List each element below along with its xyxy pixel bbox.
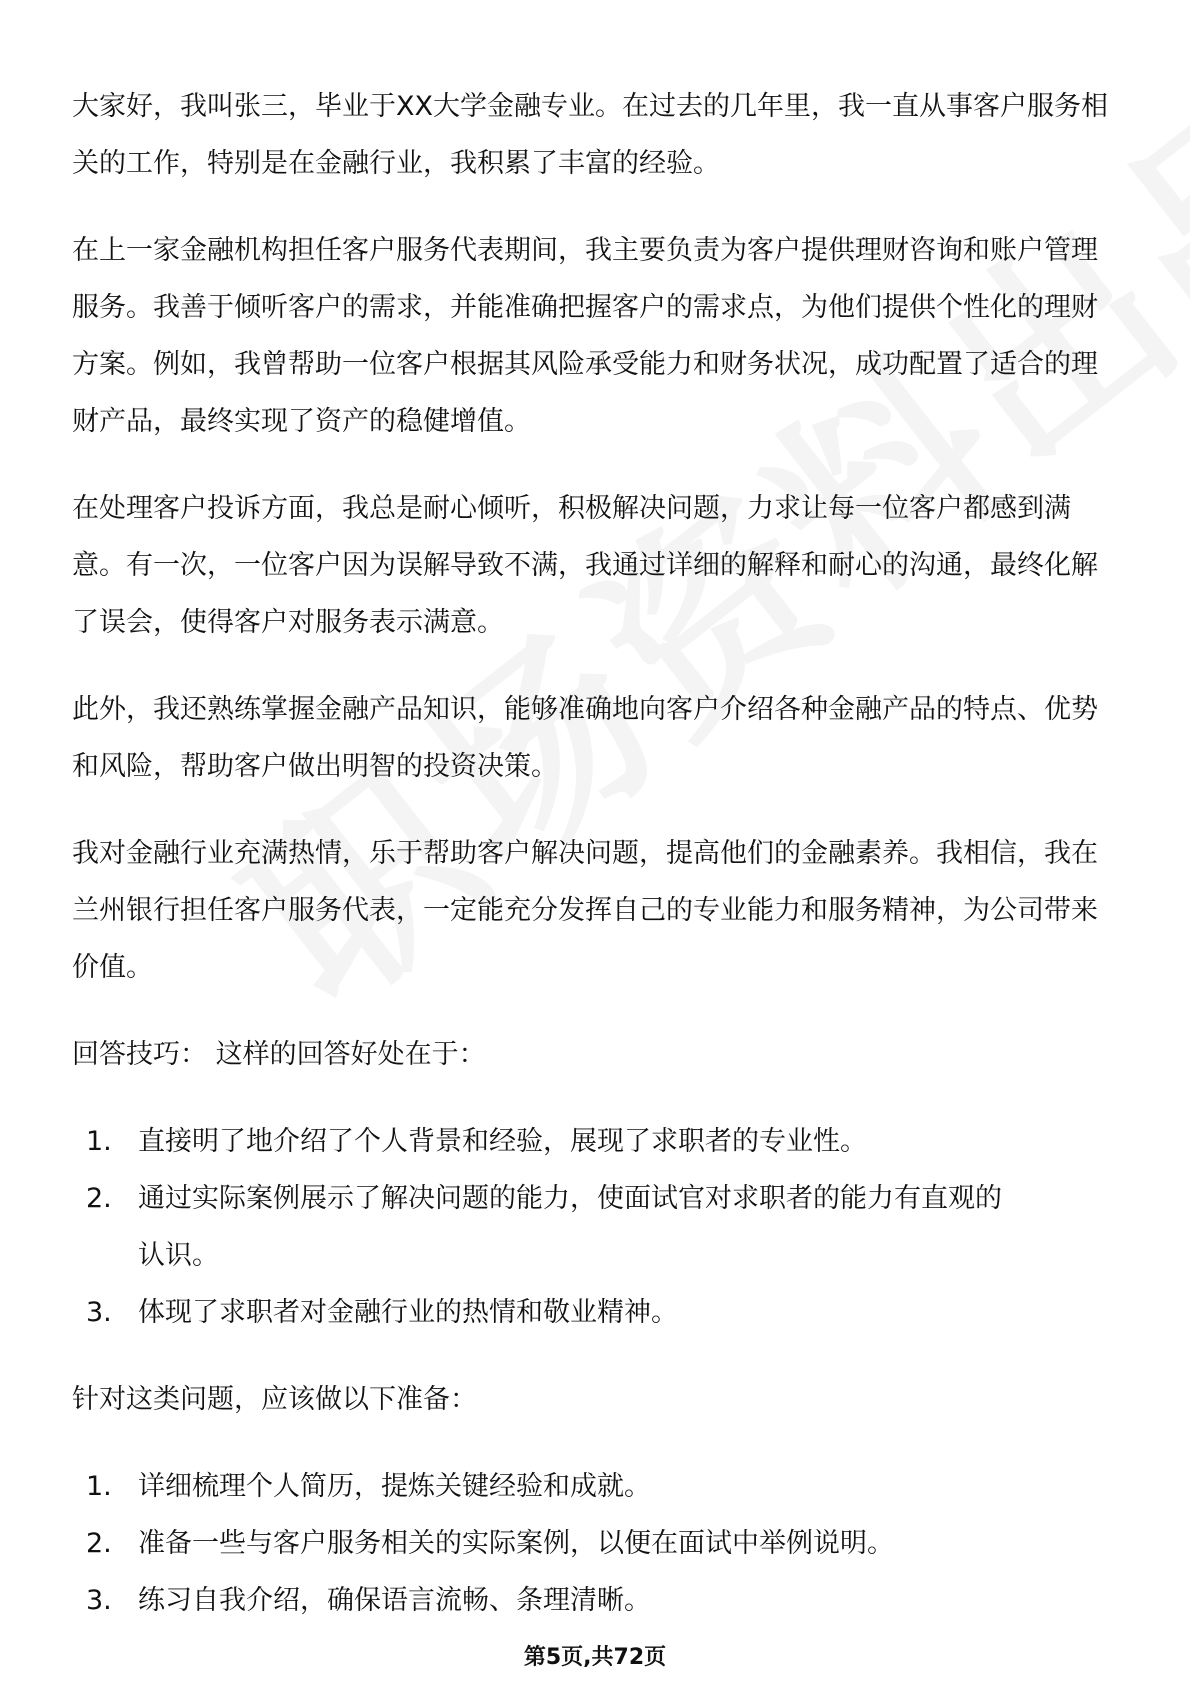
- list-text: 体现了求职者对金融行业的热情和敬业精神。: [138, 1297, 678, 1328]
- list-number: 3.: [86, 1297, 112, 1328]
- list-text: 通过实际案例展示了解决问题的能力，使面试官对求职者的能力有直观的认识。: [138, 1183, 1002, 1271]
- paragraph-complaints: 在处理客户投诉方面，我总是耐心倾听，积极解决问题，力求让每一位客户都感到满意。有一次，一位客户因为误解导致不满，我通过详细的解释和耐心的沟通，最终化解了误会，使得客户对服务表示满意。: [72, 493, 1098, 638]
- document-body: [72, 78, 1122, 1659]
- list-text: 详细梳理个人简历，提炼关键经验和成就。: [138, 1471, 651, 1502]
- list-text: 练习自我介绍，确保语言流畅、条理清晰。: [138, 1585, 651, 1616]
- paragraph-knowledge: 此外，我还熟练掌握金融产品知识，能够准确地向客户介绍各种金融产品的特点、优势和风险，帮助客户做出明智的投资决策。: [72, 694, 1098, 782]
- list-number: 2.: [86, 1183, 112, 1214]
- list-item: [72, 1458, 1122, 1515]
- paragraph-experience: 在上一家金融机构担任客户服务代表期间，我主要负责为客户提供理财咨询和账户管理服务。我善于倾听客户的需求，并能准确把握客户的需求点，为他们提供个性化的理财方案。例如，我曾帮助一位客户根据其风险承受能力和财务状况，成功配置了适合的理财产品，最终实现了资产的稳健增值。: [72, 235, 1098, 437]
- list-item: [72, 1113, 1122, 1170]
- tips-heading: 回答技巧： 这样的回答好处在于：: [72, 1039, 486, 1070]
- list-number: 1.: [86, 1126, 112, 1157]
- list-number: 2.: [86, 1528, 112, 1559]
- list-number: 3.: [86, 1585, 112, 1616]
- list-number: 1.: [86, 1471, 112, 1502]
- page-number: 第5页,共72页: [523, 1645, 667, 1670]
- paragraph-passion: 我对金融行业充满热情，乐于帮助客户解决问题，提高他们的金融素养。我相信，我在兰州银行担任客户服务代表，一定能充分发挥自己的专业能力和服务精神，为公司带来价值。: [72, 838, 1098, 983]
- prep-list: [72, 1458, 1122, 1629]
- tips-list: [72, 1113, 1122, 1341]
- list-item: [72, 1515, 1122, 1572]
- paragraph-intro: 大家好，我叫张三，毕业于XX大学金融专业。在过去的几年里，我一直从事客户服务相关的工作，特别是在金融行业，我积累了丰富的经验。: [72, 91, 1108, 179]
- list-text: 直接明了地介绍了个人背景和经验，展现了求职者的专业性。: [138, 1126, 867, 1157]
- list-text: 准备一些与客户服务相关的实际案例，以便在面试中举例说明。: [138, 1528, 894, 1559]
- list-item: [72, 1170, 1122, 1284]
- prep-heading: 针对这类问题，应该做以下准备：: [72, 1384, 477, 1415]
- list-item: [72, 1572, 1122, 1629]
- list-item: [72, 1284, 1122, 1341]
